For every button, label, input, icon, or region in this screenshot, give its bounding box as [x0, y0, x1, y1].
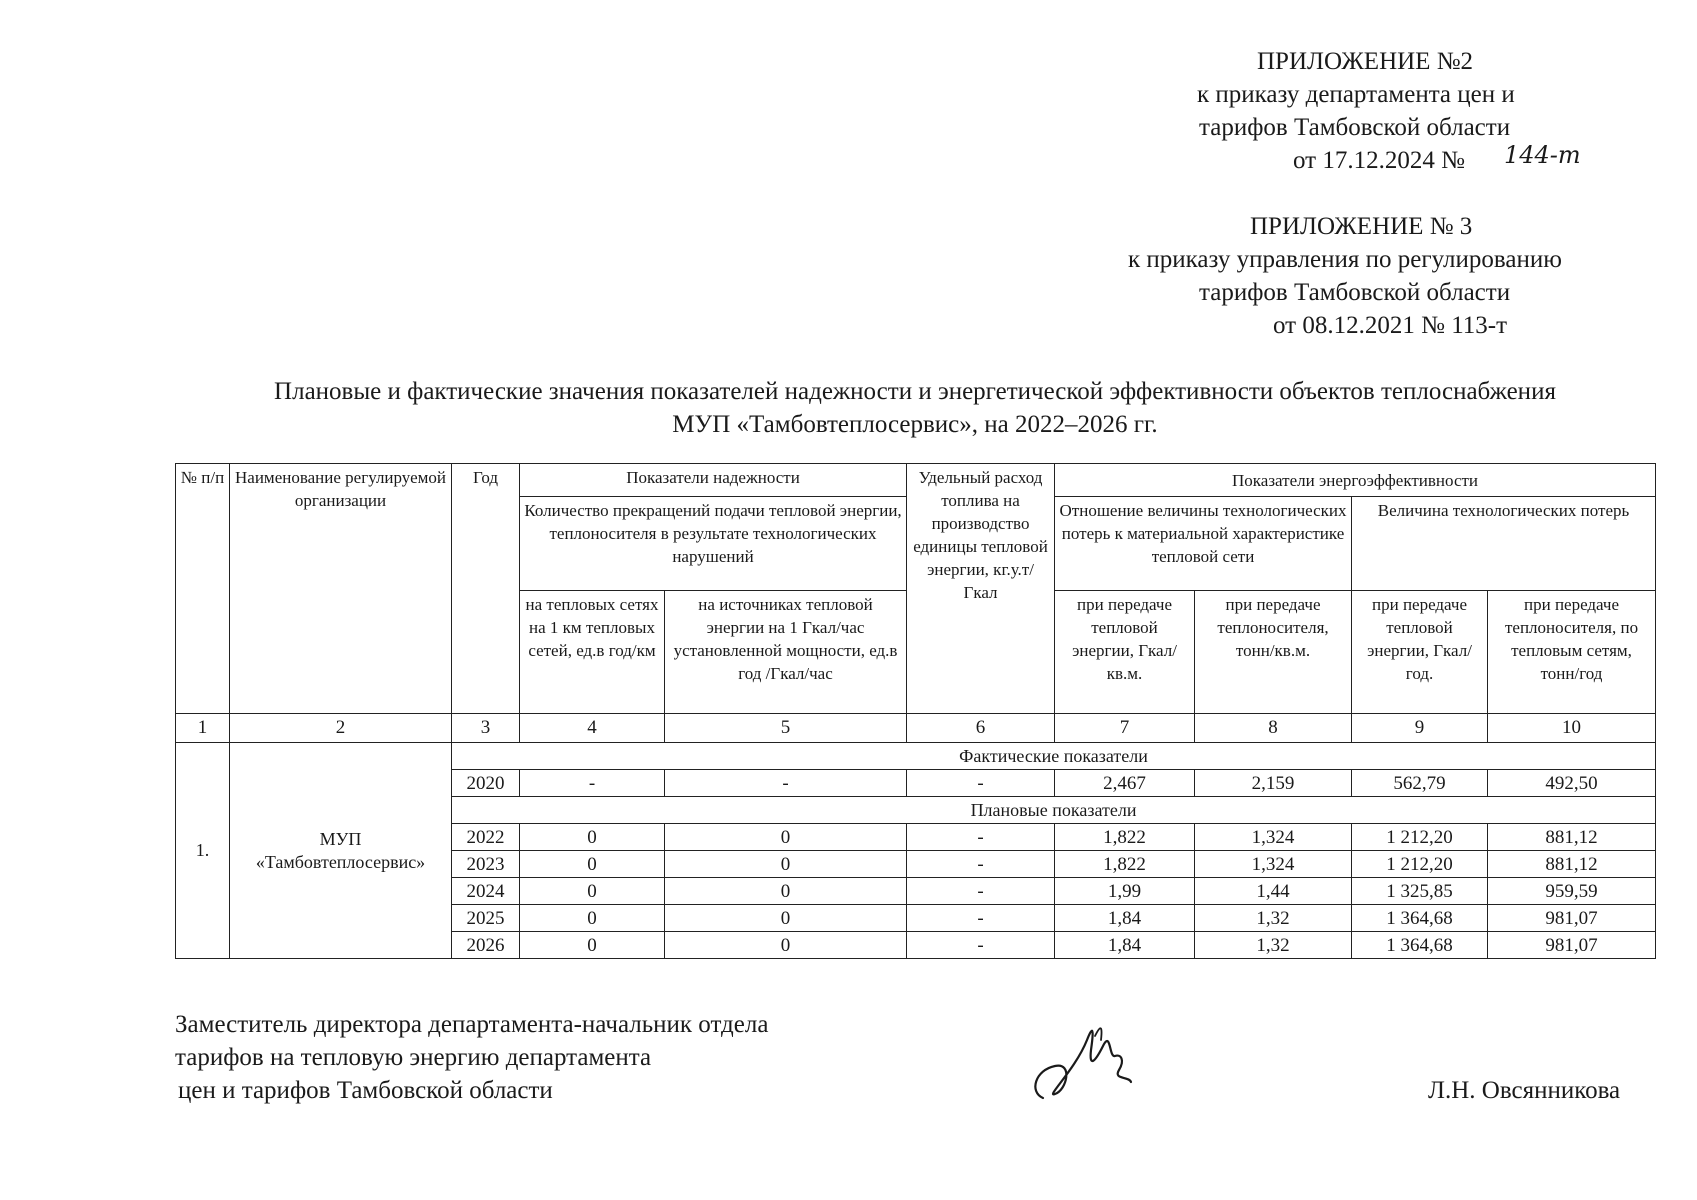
cell: 1,32 [1195, 932, 1352, 959]
cell: 1,822 [1055, 824, 1195, 851]
section-fact: Фактические показатели [452, 743, 1656, 770]
header-col10: при передаче теплоносителя, по тепловым сетям, тонн/год [1488, 591, 1656, 714]
signature-line1: Заместитель директора департамента-начальник отдела [175, 1011, 769, 1038]
cell: 562,79 [1352, 770, 1488, 797]
col-number: 1 [176, 714, 230, 743]
header-col9: при передаче тепловой энергии, Гкал/год. [1352, 591, 1488, 714]
cell: 1,44 [1195, 878, 1352, 905]
cell: - [907, 878, 1055, 905]
cell-year: 2026 [452, 932, 520, 959]
cell: - [907, 824, 1055, 851]
cell: 881,12 [1488, 824, 1656, 851]
col-number: 7 [1055, 714, 1195, 743]
header-interruptions: Количество прекращений подачи тепловой энергии, теплоносителя в результате технологических нарушений [520, 497, 907, 591]
header-losses: Величина технологических потерь [1352, 497, 1656, 591]
cell: - [665, 770, 907, 797]
cell-year: 2022 [452, 824, 520, 851]
cell: - [907, 851, 1055, 878]
col-number: 3 [452, 714, 520, 743]
cell: 2,159 [1195, 770, 1352, 797]
cell: - [907, 932, 1055, 959]
cell: 1,32 [1195, 905, 1352, 932]
cell: 1 364,68 [1352, 932, 1488, 959]
cell: 1 212,20 [1352, 851, 1488, 878]
doc-title [160, 375, 1670, 441]
cell: 1,822 [1055, 851, 1195, 878]
col-number: 9 [1352, 714, 1488, 743]
column-numbers-row [176, 714, 1656, 743]
appendix2-line3: от 17.12.2024 № [1293, 147, 1465, 174]
col-number: 10 [1488, 714, 1656, 743]
signatory-name: Л.Н. Овсянникова [1428, 1077, 1621, 1104]
cell-year: 2025 [452, 905, 520, 932]
appendix3-line3: от 08.12.2021 № 113-т [1273, 312, 1508, 339]
header-col7: при передаче тепловой энергии, Гкал/кв.м. [1055, 591, 1195, 714]
cell-year: 2020 [452, 770, 520, 797]
header-org: Наименование регулируемой организации [230, 464, 452, 714]
header-ratio: Отношение величины технологических потерь к материальной характеристике тепловой сети [1055, 497, 1352, 591]
handwritten-signature [1025, 1010, 1155, 1110]
cell: 0 [665, 824, 907, 851]
cell: 492,50 [1488, 770, 1656, 797]
header-year: Год [452, 464, 520, 714]
cell-year: 2024 [452, 878, 520, 905]
col-number: 6 [907, 714, 1055, 743]
col-number: 5 [665, 714, 907, 743]
header-fuel: Удельный расход топлива на производство единицы тепловой энергии, кг.у.т/Гкал [907, 464, 1055, 714]
cell: 1,84 [1055, 932, 1195, 959]
cell: 0 [665, 851, 907, 878]
signature-line2: тарифов на тепловую энергию департамента [175, 1044, 652, 1071]
indicators-table [175, 463, 1656, 959]
cell: 981,07 [1488, 905, 1656, 932]
cell: 1,324 [1195, 851, 1352, 878]
cell: 981,07 [1488, 932, 1656, 959]
cell: 1,324 [1195, 824, 1352, 851]
cell: - [907, 905, 1055, 932]
organization-name: МУП «Тамбовтеплосервис» [230, 743, 452, 959]
cell: 1,84 [1055, 905, 1195, 932]
header-col8: при передаче теплоносителя, тонн/кв.м. [1195, 591, 1352, 714]
col-number: 2 [230, 714, 452, 743]
header-efficiency: Показатели энергоэффективности [1055, 464, 1656, 497]
doc-title-line1: Плановые и фактические значения показателей надежности и энергетической эффективности объектов теплоснабжения [274, 378, 1556, 405]
header-on-sources: на источниках тепловой энергии на 1 Гкал/час установленной мощности, ед.в год /Гкал/час [665, 591, 907, 714]
header-on-networks: на тепловых сетях на 1 км тепловых сетей, ед.в год/км [520, 591, 665, 714]
appendix3-line2: тарифов Тамбовской области [1199, 279, 1511, 306]
appendix2-line2: тарифов Тамбовской области [1199, 114, 1511, 141]
cell: 1,99 [1055, 878, 1195, 905]
cell: 0 [520, 905, 665, 932]
cell: 0 [520, 824, 665, 851]
cell: 959,59 [1488, 878, 1656, 905]
cell: 0 [520, 932, 665, 959]
col-number: 8 [1195, 714, 1352, 743]
header-reliability: Показатели надежности [520, 464, 907, 497]
appendix3-title: ПРИЛОЖЕНИЕ № 3 [1250, 213, 1473, 240]
cell: 0 [665, 905, 907, 932]
cell-year: 2023 [452, 851, 520, 878]
cell: 0 [665, 932, 907, 959]
appendix2-line1: к приказу департамента цен и [1197, 81, 1515, 108]
cell: 0 [520, 878, 665, 905]
signature-position [175, 1008, 768, 1107]
cell: 2,467 [1055, 770, 1195, 797]
section-plan: Плановые показатели [452, 797, 1656, 824]
col-number: 4 [520, 714, 665, 743]
cell: 1 325,85 [1352, 878, 1488, 905]
appendix2-title: ПРИЛОЖЕНИЕ №2 [1257, 48, 1474, 75]
cell: 1 212,20 [1352, 824, 1488, 851]
cell: 1 364,68 [1352, 905, 1488, 932]
appendix2-handwritten-number: 144-т [1504, 141, 1581, 169]
cell: 0 [520, 851, 665, 878]
cell: - [520, 770, 665, 797]
header-no: № п/п [176, 464, 230, 714]
appendix3-line1: к приказу управления по регулированию [1128, 246, 1562, 273]
doc-title-line2: МУП «Тамбовтеплосервис», на 2022–2026 гг. [672, 411, 1158, 438]
cell: 0 [665, 878, 907, 905]
row-number: 1. [176, 743, 230, 959]
cell: - [907, 770, 1055, 797]
signature-line3: цен и тарифов Тамбовской области [178, 1077, 553, 1104]
cell: 881,12 [1488, 851, 1656, 878]
